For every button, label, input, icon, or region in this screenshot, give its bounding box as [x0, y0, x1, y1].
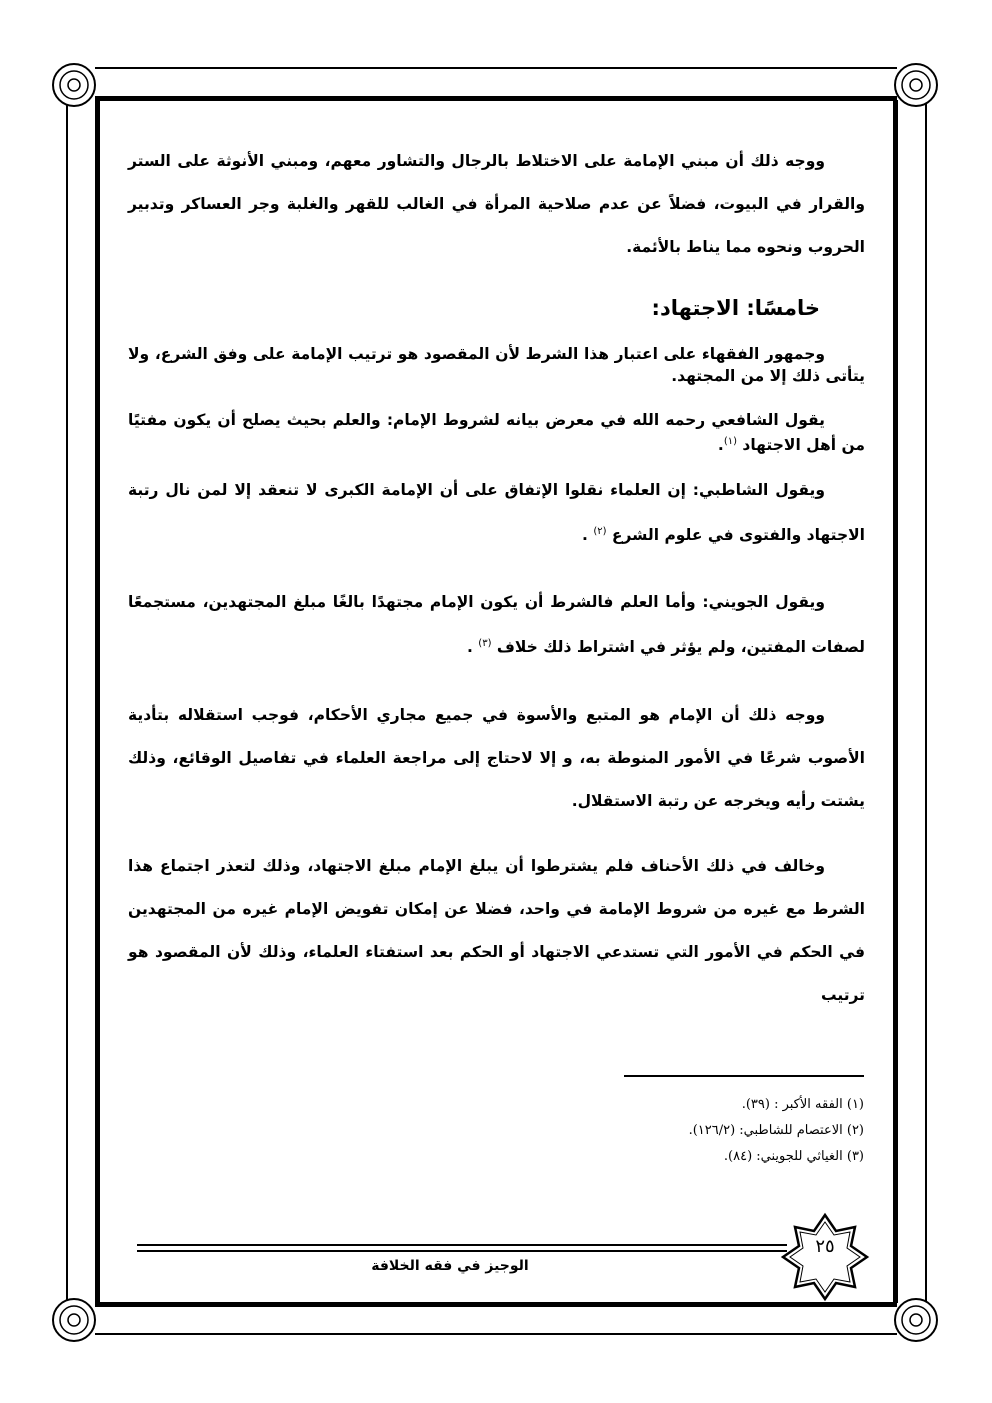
- paragraph: [128, 582, 865, 668]
- frame-border-left-inner: [95, 100, 100, 1303]
- frame-border-left-outer: [66, 100, 68, 1303]
- footer-rule-top: [137, 1244, 787, 1246]
- paragraph-text: ويقول الشاطبي: إن العلماء نقلوا الإتفاق على أن الإمامة الكبرى لا تنعقد إلا لمن نال رتبة الاجتهاد والفتوى في علوم الشرع: [128, 481, 865, 545]
- footnote-ref: (١): [723, 436, 737, 447]
- paragraph: ووجه ذلك أن الإمام هو المتبع والأسوة في جميع مجاري الأحكام، فوجب استقلاله بتأدية الأصوب شرعًا في الأمور المنوطة به، و إلا لاحتاج إلى مراجعة العلماء في تفاصيل الوقائع، وذلك يشتت رأيه ويخرجه عن رتبة الاستقلال.: [128, 706, 865, 811]
- page-body: [128, 140, 865, 1017]
- paragraph-end: .: [582, 526, 594, 545]
- frame-border-right-inner: [893, 100, 898, 1303]
- frame-corner-ornament: [51, 1297, 97, 1343]
- paragraph: [128, 409, 865, 456]
- footnote-ref: (٢): [593, 526, 607, 538]
- section-heading: خامسًا: الاجتهاد:: [651, 296, 820, 320]
- paragraph-text: ويقول الجويني: وأما العلم فالشرط أن يكون الإمام مجتهدًا بالغًا مبلغ المجتهدين، مستجمعًا لصفات المفتين، ولم يؤثر في اشتراط ذلك خلاف: [128, 593, 865, 657]
- footnotes: [364, 1092, 864, 1170]
- paragraph: ووجه ذلك أن مبني الإمامة على الاختلاط بالرجال والتشاور معهم، ومبني الأنوثة على الستر والقرار في البيوت، فضلاً عن عدم صلاحية المرأة في الغالب للقهر والغلبة وجر العساكر وتدبير الحروب ونحوه مما يناط بالأئمة.: [128, 152, 865, 256]
- paragraph-end: .: [466, 638, 479, 657]
- frame-border-top-inner: [95, 96, 897, 101]
- footnote: (٣) الغياثي للجويني: (٨٤).: [723, 1149, 864, 1164]
- paragraph-end: .: [717, 436, 724, 455]
- paragraph: وجمهور الفقهاء على اعتبار هذا الشرط لأن المقصود هو ترتيب الإمامة على وفق الشرع، ولا يتأتى ذلك إلا من المجتهد.: [128, 345, 865, 385]
- footnote: (٢) الاعتصام للشاطبي: (١٢٦/٢).: [688, 1123, 864, 1138]
- paragraph: وخالف في ذلك الأحناف فلم يشترطوا أن يبلغ الإمام مبلغ الاجتهاد، وذلك لتعذر اجتماع هذا الشرط مع غيره من شروط الإمامة في واحد، فضلا عن إمكان تفويض الإمام غيره من المجتهدين في الحكم في الأمور التي تستدعي الاجتهاد أو الحكم بعد استفتاء العلماء، وذلك لأن المقصود هو ترتيب: [128, 857, 865, 1005]
- page-number-star-ornament: [780, 1212, 870, 1302]
- footnote-ref: (٣): [478, 638, 492, 650]
- frame-corner-ornament: [893, 62, 939, 108]
- frame-border-right-outer: [925, 100, 927, 1303]
- page-number: ٢٥: [815, 1236, 835, 1257]
- footnote: (١) الفقه الأكبر : (٣٩).: [741, 1097, 864, 1112]
- frame-border-top-outer: [95, 67, 897, 69]
- paragraph-text: يقول الشافعي رحمه الله في معرض بيانه لشروط الإمام: والعلم بحيث يصلح أن يكون مفتيًا من أهل الاجتهاد: [128, 411, 865, 455]
- frame-border-bottom-outer: [95, 1333, 897, 1335]
- running-footer-title: الوجيز في فقه الخلافة: [371, 1258, 529, 1274]
- frame-border-bottom-inner: [95, 1302, 897, 1307]
- paragraph: [128, 470, 865, 556]
- frame-corner-ornament: [893, 1297, 939, 1343]
- frame-corner-ornament: [51, 62, 97, 108]
- footnote-separator: [624, 1075, 864, 1077]
- footer-rule-bottom: [137, 1250, 787, 1252]
